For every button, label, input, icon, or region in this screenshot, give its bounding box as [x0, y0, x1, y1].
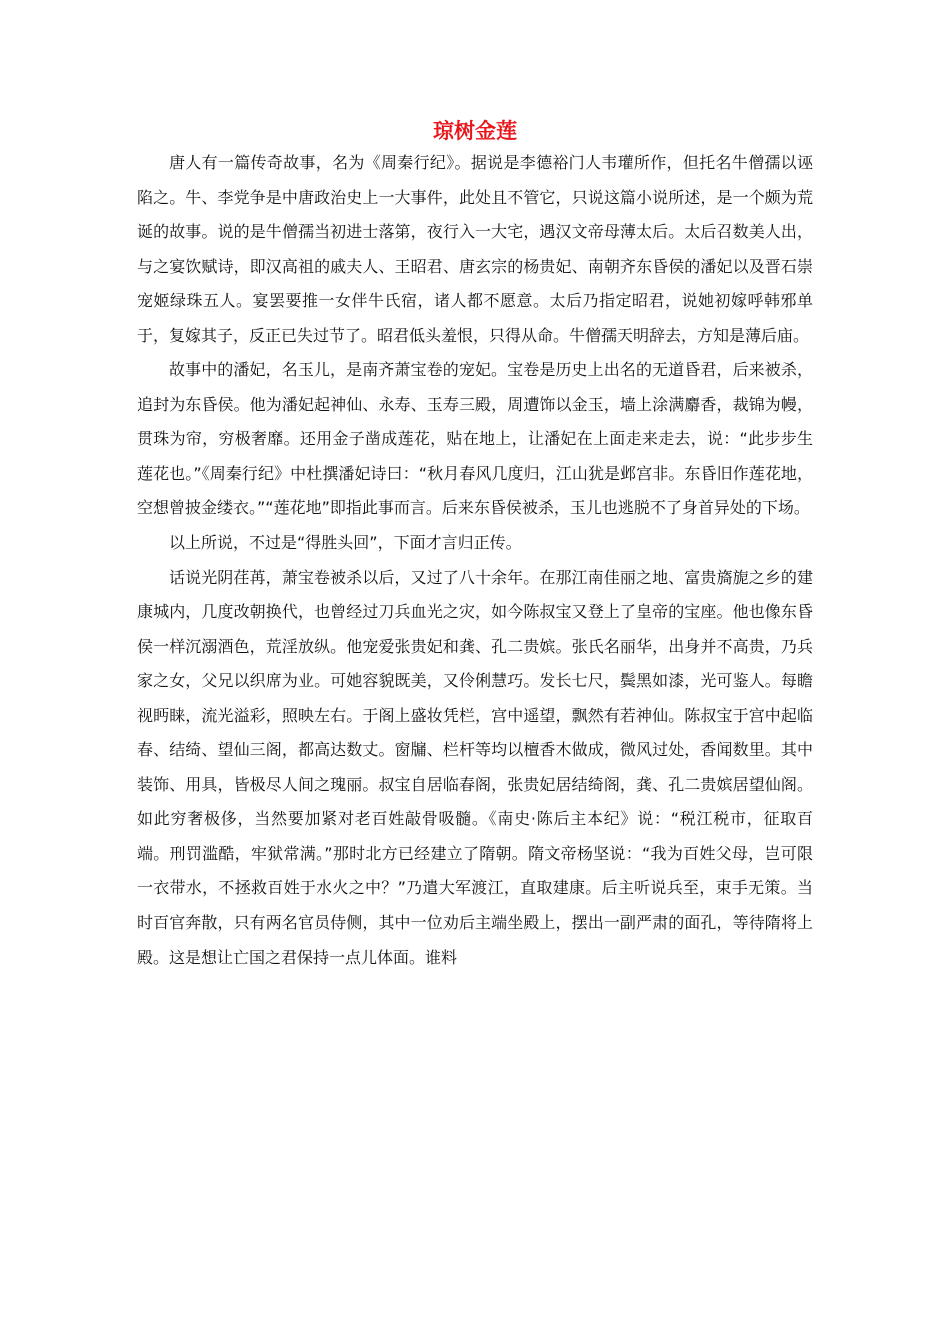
document-title: 琼树金莲	[433, 119, 517, 143]
paragraph-4: 话说光阴荏苒，萧宝卷被杀以后，又过了八十余年。在那江南佳丽之地、富贵旖旎之乡的建康城内，几度改朝换代，也曾经过刀兵血光之灾，如今陈叔宝又登上了皇帝的宝座。他也像东昏侯一样沉溺酒色，荒淫放纵。他宠爱张贵妃和龚、孔二贵嫔。张氏名丽华，出身并不高贵，乃兵家之女，父兄以织席为业。可她容貌既美，又伶俐慧巧。发长七尺，鬓黑如漆，光可鉴人。每瞻视眄睐，流光溢彩，照映左右。于阁上盛妆凭栏，宫中遥望，飘然有若神仙。陈叔宝于宫中起临春、结绮、望仙三阁，都高达数丈。窗牖、栏杆等均以檀香木做成，微风过处，香闻数里。其中装饰、用具，皆极尽人间之瑰丽。叔宝自居临春阁，张贵妃居结绮阁，龚、孔二贵嫔居望仙阁。如此穷奢极侈，当然要加紧对老百姓敲骨吸髓。《南史·陈后主本纪》说：“税江税市，征取百端。刑罚滥酷，牢狱常满。”那时北方已经建立了隋朝。隋文帝杨坚说：“我为百姓父母，岂可限一衣带水，不拯救百姓于水火之中？”乃遣大军渡江，直取建康。后主听说兵至，束手无策。当时百官奔散，只有两名官员侍侧，其中一位劝后主端坐殿上，摆出一副严肃的面孔，等待隋将上殿。这是想让亡国之君保持一点儿体面。谁料	[137, 567, 813, 967]
paragraph-3: 以上所说，不过是“得胜头回”，下面才言归正传。	[169, 533, 522, 553]
document-body	[137, 146, 813, 975]
paragraph-2: 故事中的潘妃，名玉儿，是南齐萧宝卷的宠妃。宝卷是历史上出名的无道昏君，后来被杀，追封为东昏侯。他为潘妃起神仙、永寿、玉寿三殿，周遭饰以金玉，墙上涂满麝香，裁锦为幔，贯珠为帘，穷极奢靡。还用金子凿成莲花，贴在地上，让潘妃在上面走来走去，说：“此步步生莲花也。”《周秦行纪》中杜撰潘妃诗曰：“秋月春风几度归，江山犹是邺宫非。东昏旧作莲花地，空想曾披金缕衣。”“莲花地”即指此事而言。后来东昏侯被杀，玉儿也逃脱不了身首异处的下场。	[137, 360, 813, 518]
paragraph-1: 唐人有一篇传奇故事，名为《周秦行纪》。据说是李德裕门人韦瓘所作，但托名牛僧孺以诬陷之。牛、李党争是中唐政治史上一大事件，此处且不管它，只说这篇小说所述，是一个颇为荒诞的故事。说的是牛僧孺当初进士落第，夜行入一大宅，遇汉文帝母薄太后。太后召数美人出，与之宴饮赋诗，即汉高祖的戚夫人、王昭君、唐玄宗的杨贵妃、南朝齐东昏侯的潘妃以及晋石崇宠姬绿珠五人。宴罢要推一女伴牛氏宿，诸人都不愿意。太后乃指定昭君，说她初嫁呼韩邪单于，复嫁其子，反正已失过节了。昭君低头羞恨，只得从命。牛僧孺天明辞去，方知是薄后庙。	[137, 153, 813, 345]
